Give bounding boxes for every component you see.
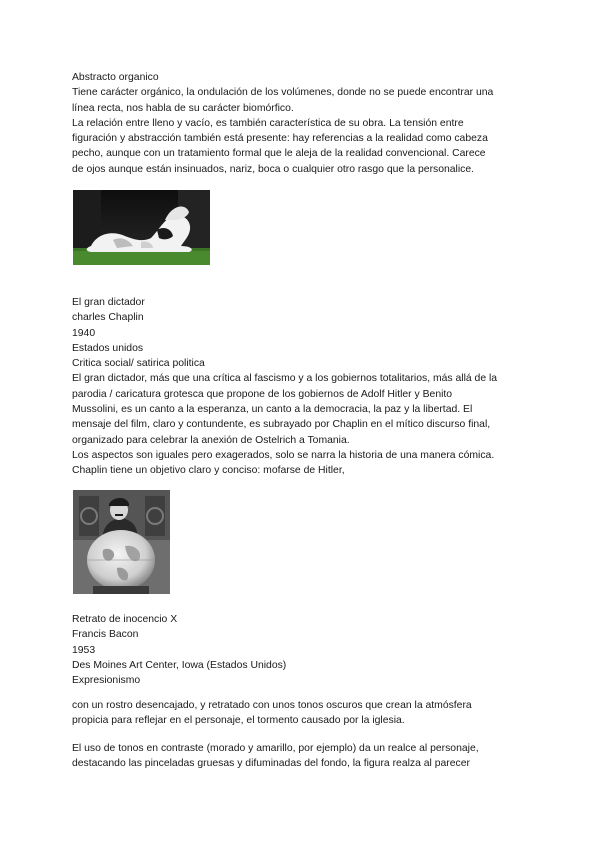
text-line: figuración y abstracción también está presente: hay referencias a la realidad como cabeza: [72, 133, 488, 145]
text-line: 1940: [72, 327, 96, 339]
text-line: La relación entre lleno y vacío, es también característica de su obra. La tensión entre: [72, 117, 464, 129]
text-line: Abstracto organico: [72, 72, 159, 83]
section-abstracto-organico: [72, 70, 532, 177]
section-gran-dictador: [72, 295, 532, 479]
paragraph-tonos: [72, 741, 532, 772]
text-line: Retrato de inocencio X: [72, 614, 178, 625]
text-line: Los aspectos son iguales pero exagerados, solo se narra la historia de una manera cómica.: [72, 449, 495, 461]
sculpture-image: [73, 190, 210, 265]
text-line: Critica social/ satirica politica: [72, 358, 205, 370]
text-line: mensaje del film, claro y contundente, es subrayado por Chaplin en el mítico discurso final,: [72, 419, 491, 431]
text-line: charles Chaplin: [72, 312, 144, 324]
paragraph-rostro: [72, 698, 532, 729]
text-line: línea recta, nos habla de su carácter biomórfico.: [72, 102, 294, 114]
text-line: propicia para reflejar en el personaje, el tormento causado por la iglesia.: [72, 715, 405, 727]
text-line: organizado para celebrar la anexión de Ostelrich a Tomania.: [72, 434, 350, 446]
text-line: 1953: [72, 644, 96, 656]
text-line: El uso de tonos en contraste (morado y amarillo, por ejemplo) da un realce al personaje,: [72, 743, 479, 754]
text-line: Tiene carácter orgánico, la ondulación de los volúmenes, donde no se puede encontrar una: [72, 87, 494, 99]
text-line: Estados unidos: [72, 342, 144, 354]
text-line: Mussolini, es un canto a la esperanza, un canto a la democracia, la paz y la libertad. El: [72, 404, 473, 416]
text-line: con un rostro desencajado, y retratado con unos tonos oscuros que crean la atmósfera: [72, 700, 472, 711]
text-line: Chaplin tiene un objetivo claro y conciso: mofarse de Hitler,: [72, 465, 345, 477]
chaplin-image: [73, 490, 170, 594]
text-line: El gran dictador, más que una crítica al fascismo y a los gobiernos totalitarios, más allá de la: [72, 373, 498, 385]
text-line: parodia / caricatura grotesca que propone de los gobiernos de Adolf Hitler y Benito: [72, 388, 453, 400]
text-line: destacando las pinceladas gruesas y difuminadas del fondo, la figura realza al parecer: [72, 758, 470, 770]
sculpture-photo: [73, 190, 210, 265]
section-retrato-inocencio: [72, 612, 532, 688]
chaplin-globe-photo: [73, 490, 170, 594]
text-line: Des Moines Art Center, Iowa (Estados Unidos): [72, 659, 287, 671]
text-line: de ojos aunque están insinuados, nariz, boca o cualquier otro rasgo que la personalice.: [72, 163, 475, 175]
text-line: Expresionismo: [72, 675, 141, 687]
text-line: El gran dictador: [72, 297, 145, 308]
text-line: pecho, aunque con un tratamiento formal que le aleja de la realidad convencional. Carece: [72, 148, 486, 160]
text-line: Francis Bacon: [72, 629, 139, 641]
